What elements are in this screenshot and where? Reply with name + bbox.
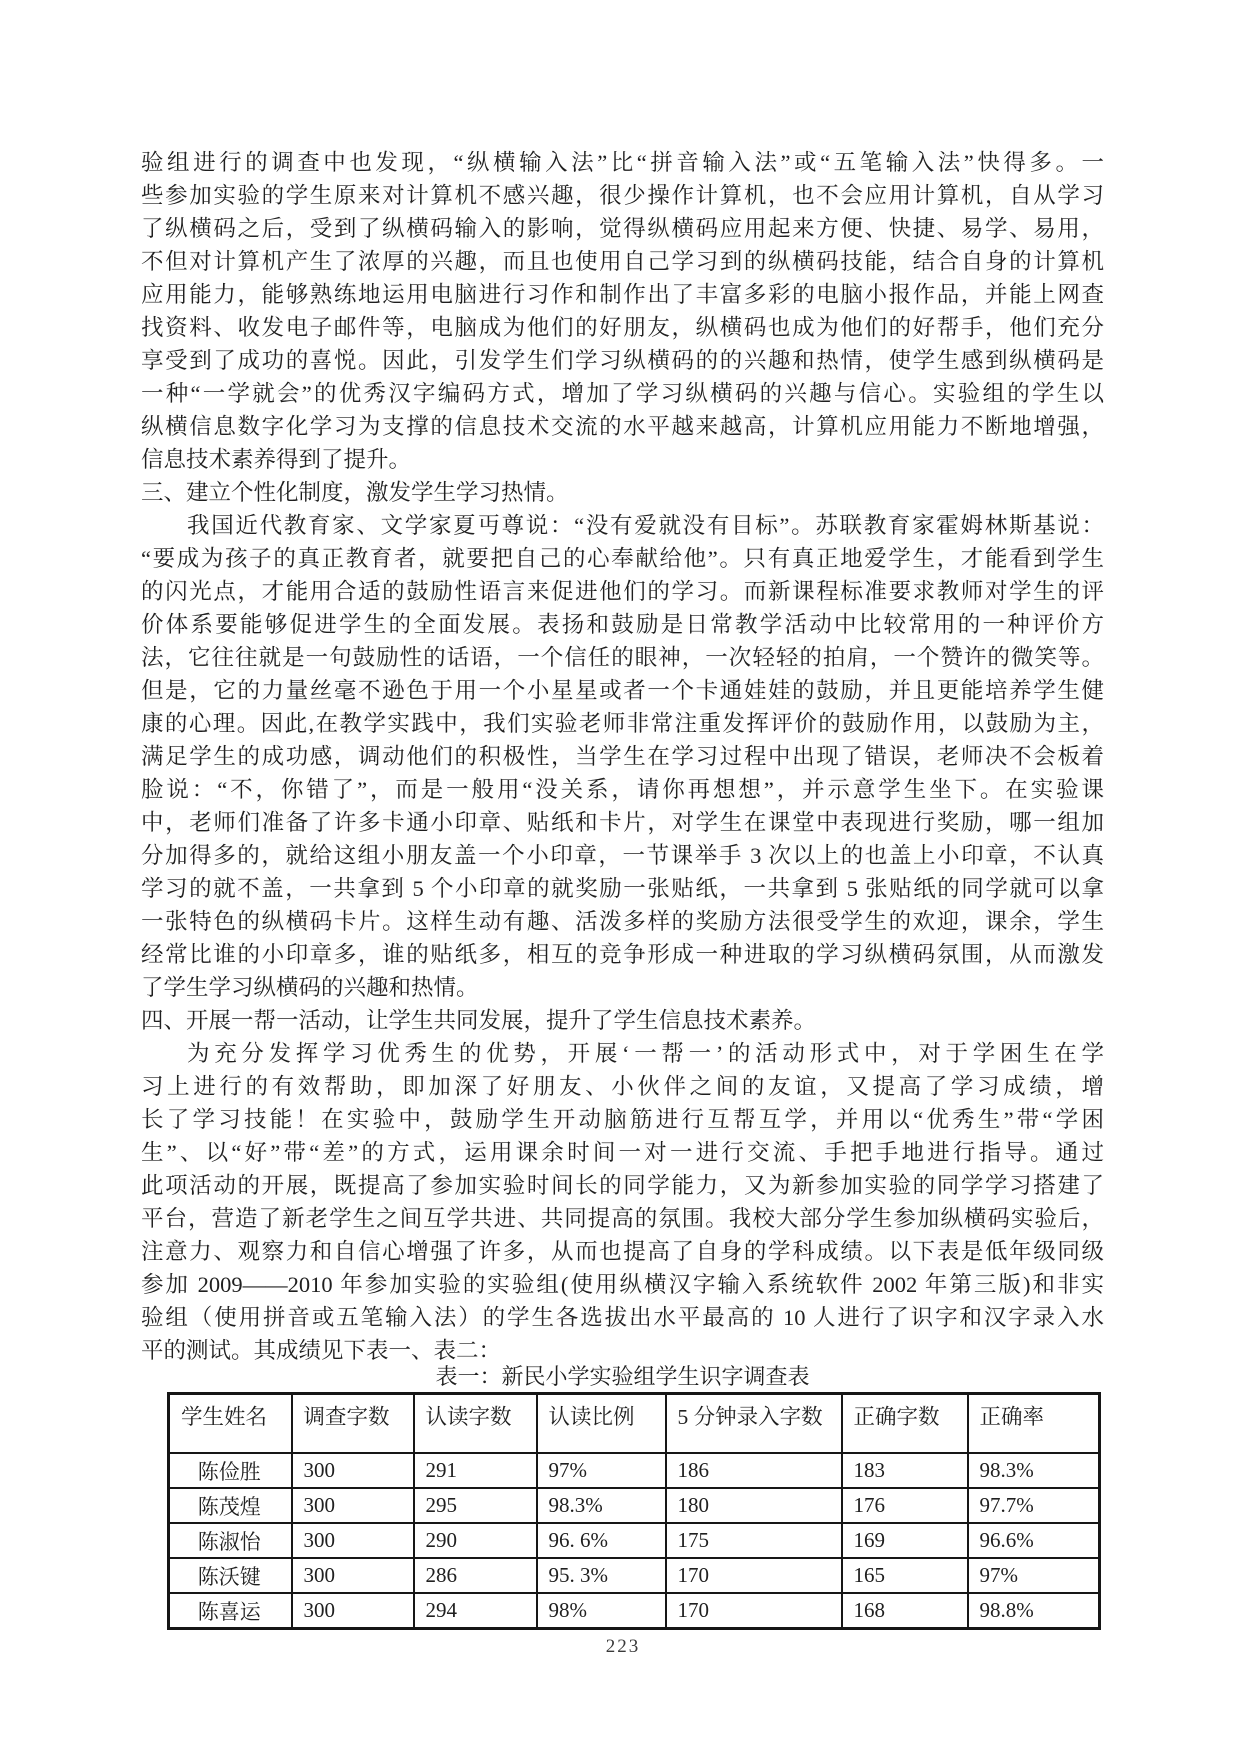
table-cell: 97%	[537, 1453, 666, 1488]
table-cell: 169	[842, 1523, 968, 1558]
table-cell: 300	[292, 1488, 414, 1523]
text-line: 享受到了成功的喜悦。因此，引发学生们学习纵横码的的兴趣和热情，使学生感到纵横码是	[141, 348, 1104, 373]
text-line: 中，老师们准备了许多卡通小印章、贴纸和卡片，对学生在课堂中表现进行奖励，哪一组加	[141, 810, 1104, 835]
table-cell: 300	[292, 1558, 414, 1593]
header-cell: 正确字数	[842, 1394, 968, 1454]
literacy-survey-table	[167, 1392, 1101, 1630]
table-cell: 170	[666, 1558, 842, 1593]
table-body	[169, 1453, 1100, 1629]
text-line: 的闪光点，才能用合适的鼓励性语言来促进他们的学习。而新课程标准要求教师对学生的评	[141, 579, 1104, 604]
text-line: 脸说：“不，你错了”，而是一般用“没关系，请你再想想”，并示意学生坐下。在实验课	[141, 777, 1104, 802]
table-row	[169, 1488, 1100, 1523]
text-line: 应用能力，能够熟练地运用电脑进行习作和制作出了丰富多彩的电脑小报作品，并能上网查	[141, 282, 1104, 307]
table-cell: 175	[666, 1523, 842, 1558]
text-line: 了纵横码之后，受到了纵横码输入的影响，觉得纵横码应用起来方便、快捷、易学、易用，	[141, 216, 1104, 241]
table-cell: 97.7%	[968, 1488, 1100, 1523]
text-line: 信息技术素养得到了提升。	[141, 447, 412, 472]
text-line: 参加 2009——2010 年参加实验的实验组(使用纵横汉字输入系统软件 2002 年第三版)和非实	[141, 1272, 1104, 1297]
text-line: 了学生学习纵横码的兴趣和热情。	[141, 975, 479, 1000]
text-line: 验组进行的调查中也发现，“纵横输入法”比“拼音输入法”或“五笔输入法”快得多。一	[141, 150, 1104, 175]
text-line: 习上进行的有效帮助，即加深了好朋友、小伙伴之间的友谊，又提高了学习成绩，增	[141, 1074, 1104, 1099]
table-cell: 180	[666, 1488, 842, 1523]
table-cell: 170	[666, 1593, 842, 1629]
header-cell: 学生姓名	[169, 1394, 292, 1454]
table-cell: 165	[842, 1558, 968, 1593]
table-cell: 97%	[968, 1558, 1100, 1593]
body-text	[141, 146, 1104, 1367]
table-header-row	[169, 1394, 1100, 1454]
table-cell: 294	[414, 1593, 537, 1629]
table-title: 表一：新民小学实验组学生识字调查表	[435, 1364, 810, 1389]
table-row	[169, 1558, 1100, 1593]
table-cell: 183	[842, 1453, 968, 1488]
table-cell: 291	[414, 1453, 537, 1488]
text-line: 价体系要能够促进学生的全面发展。表扬和鼓励是日常教学活动中比较常用的一种评价方	[141, 612, 1104, 637]
text-line: 不但对计算机产生了浓厚的兴趣，而且也使用自己学习到的纵横码技能，结合自身的计算机	[141, 249, 1104, 274]
table-cell: 300	[292, 1593, 414, 1629]
header-cell: 认读比例	[537, 1394, 666, 1454]
student-name-cell: 陈沃键	[169, 1558, 292, 1593]
text-line: 一张特色的纵横码卡片。这样生动有趣、活泼多样的奖励方法很受学生的欢迎，课余，学生	[141, 909, 1104, 934]
table-cell: 186	[666, 1453, 842, 1488]
table-cell: 286	[414, 1558, 537, 1593]
table-cell: 98.8%	[968, 1593, 1100, 1629]
text-line: 注意力、观察力和自信心增强了许多，从而也提高了自身的学科成绩。以下表是低年级同级	[141, 1239, 1104, 1264]
text-line: 长了学习技能！在实验中，鼓励学生开动脑筋进行互帮互学，并用以“优秀生”带“学困	[141, 1107, 1104, 1132]
student-name-cell: 陈茂煌	[169, 1488, 292, 1523]
text-line: 平的测试。其成绩见下表一、表二：	[141, 1338, 502, 1363]
text-line: 生”、以“好”带“差”的方式，运用课余时间一对一进行交流、手把手地进行指导。通过	[141, 1140, 1104, 1165]
table-row	[169, 1453, 1100, 1488]
table-cell: 96.6%	[968, 1523, 1100, 1558]
text-line: 法，它往往就是一句鼓励性的话语，一个信任的眼神，一次轻轻的拍肩，一个赞许的微笑等。	[141, 645, 1104, 670]
text-line: 我国近代教育家、文学家夏丏尊说：“没有爱就没有目标”。苏联教育家霍姆林斯基说：	[187, 513, 1104, 538]
text-line: 分加得多的，就给这组小朋友盖一个小印章，一节课举手 3 次以上的也盖上小印章，不认真	[141, 843, 1104, 868]
text-line: 三、建立个性化制度，激发学生学习热情。	[141, 480, 569, 505]
student-name-cell: 陈喜运	[169, 1593, 292, 1629]
text-line: 一种“一学就会”的优秀汉字编码方式，增加了学习纵横码的兴趣与信心。实验组的学生以	[141, 381, 1104, 406]
text-line: 验组（使用拼音或五笔输入法）的学生各选拔出水平最高的 10 人进行了识字和汉字录入水	[141, 1305, 1104, 1330]
student-name-cell: 陈淑怡	[169, 1523, 292, 1558]
table-cell: 300	[292, 1453, 414, 1488]
table-cell: 300	[292, 1523, 414, 1558]
table-row	[169, 1593, 1100, 1629]
header-cell: 调查字数	[292, 1394, 414, 1454]
page-number: 223	[605, 1636, 641, 1657]
text-line: 四、开展一帮一活动，让学生共同发展，提升了学生信息技术素养。	[141, 1008, 817, 1033]
table-cell: 176	[842, 1488, 968, 1523]
table-row	[169, 1394, 1100, 1454]
table-cell: 98.3%	[968, 1453, 1100, 1488]
text-line: “要成为孩子的真正教育者，就要把自己的心奉献给他”。只有真正地爱学生，才能看到学生	[141, 546, 1104, 571]
table-cell: 98%	[537, 1593, 666, 1629]
table-row	[169, 1523, 1100, 1558]
text-line: 找资料、收发电子邮件等，电脑成为他们的好朋友，纵横码也成为他们的好帮手，他们充分	[141, 315, 1104, 340]
text-line: 纵横信息数字化学习为支撑的信息技术交流的水平越来越高，计算机应用能力不断地增强，	[141, 414, 1104, 439]
student-name-cell: 陈俭胜	[169, 1453, 292, 1488]
text-line: 但是，它的力量丝毫不逊色于用一个小星星或者一个卡通娃娃的鼓励，并且更能培养学生健	[141, 678, 1104, 703]
text-line: 满足学生的成功感，调动他们的积极性，当学生在学习过程中出现了错误，老师决不会板着	[141, 744, 1104, 769]
text-line: 学习的就不盖，一共拿到 5 个小印章的就奖励一张贴纸，一共拿到 5 张贴纸的同学就可以拿	[141, 876, 1104, 901]
table-cell: 290	[414, 1523, 537, 1558]
table-cell: 98.3%	[537, 1488, 666, 1523]
header-cell: 5 分钟录入字数	[666, 1394, 842, 1454]
table-cell: 96. 6%	[537, 1523, 666, 1558]
header-cell: 认读字数	[414, 1394, 537, 1454]
table-cell: 95. 3%	[537, 1558, 666, 1593]
table-cell: 168	[842, 1593, 968, 1629]
header-cell: 正确率	[968, 1394, 1100, 1454]
text-line: 此项活动的开展，既提高了参加实验时间长的同学能力，又为新参加实验的同学学习搭建了	[141, 1173, 1104, 1198]
text-line: 经常比谁的小印章多，谁的贴纸多，相互的竞争形成一种进取的学习纵横码氛围，从而激发	[141, 942, 1104, 967]
text-line: 些参加实验的学生原来对计算机不感兴趣，很少操作计算机，也不会应用计算机，自从学习	[141, 183, 1104, 208]
text-line: 为充分发挥学习优秀生的优势，开展‘一帮一’的活动形式中，对于学困生在学	[187, 1041, 1104, 1066]
text-line: 康的心理。因此,在教学实践中，我们实验老师非常注重发挥评价的鼓励作用，以鼓励为主，	[141, 711, 1104, 736]
text-line: 平台，营造了新老学生之间互学共进、共同提高的氛围。我校大部分学生参加纵横码实验后，	[141, 1206, 1104, 1231]
table-cell: 295	[414, 1488, 537, 1523]
